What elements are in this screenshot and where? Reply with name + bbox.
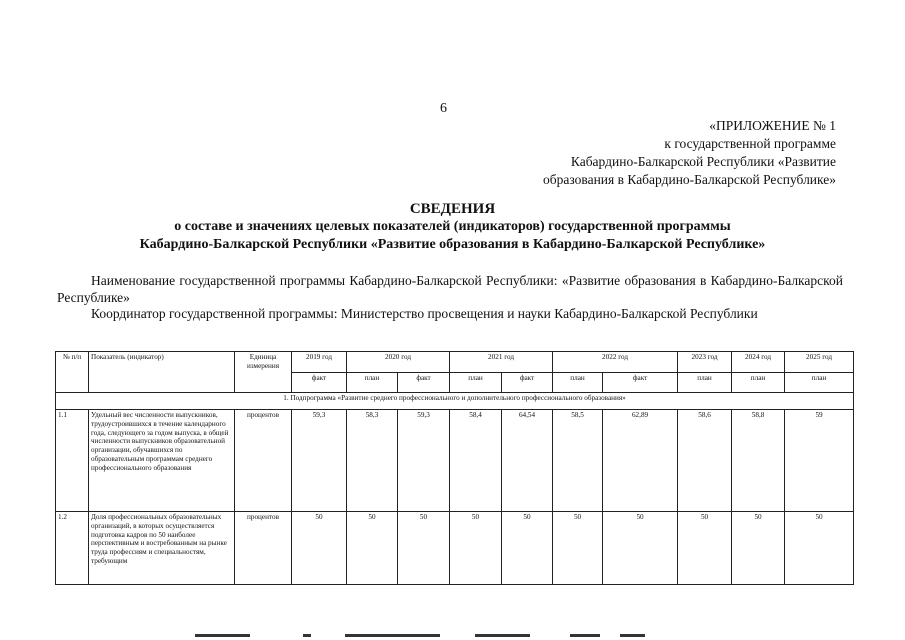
header-2023: 2023 год: [678, 352, 732, 373]
subheader-cell: план: [450, 373, 502, 393]
row-value: 58,8: [732, 410, 785, 512]
table-header-row: [56, 352, 854, 373]
row-value: 58,4: [450, 410, 502, 512]
row-indicator: Удельный вес численности выпускников, трудоустроившихся в течение календарного года, следующего за годом выпуска, в общей численности выпускников образовательной организации, обучавшихся по образовательным программам среднего профессионального образования: [89, 410, 235, 512]
header-num: № п/п: [56, 352, 89, 393]
header-unit: Единица измерения: [235, 352, 292, 393]
row-value: 50: [678, 512, 732, 585]
document-title: СВЕДЕНИЯ: [409, 201, 496, 217]
subheader-cell: факт: [292, 373, 347, 393]
header-2025: 2025 год: [785, 352, 854, 373]
row-value: 62,89: [603, 410, 678, 512]
row-value: 50: [553, 512, 603, 585]
table-row: [56, 410, 854, 512]
row-value: 59,3: [292, 410, 347, 512]
row-num: 1.1: [56, 410, 89, 512]
row-value: 50: [732, 512, 785, 585]
appendix-line: «ПРИЛОЖЕНИЕ № 1: [709, 118, 836, 133]
page-edge-marks: [195, 632, 645, 640]
row-value: 50: [450, 512, 502, 585]
section-row: [56, 393, 854, 410]
row-value: 50: [292, 512, 347, 585]
row-value: 58,6: [678, 410, 732, 512]
row-value: 50: [502, 512, 553, 585]
row-value: 58,3: [347, 410, 398, 512]
subheader-cell: план: [785, 373, 854, 393]
row-value: 64,54: [502, 410, 553, 512]
subheader-cell: факт: [603, 373, 678, 393]
section-title: 1. Подпрограмма «Развитие среднего профессионального и дополнительного профессионального образования»: [56, 393, 854, 410]
row-unit: процентов: [235, 512, 292, 585]
appendix-line: образования в Кабардино-Балкарской Республике»: [543, 172, 836, 187]
subheader-cell: план: [732, 373, 785, 393]
header-2022: 2022 год: [553, 352, 678, 373]
indicators-table: [55, 351, 854, 585]
subheader-cell: план: [347, 373, 398, 393]
row-value: 50: [785, 512, 854, 585]
row-unit: процентов: [235, 410, 292, 512]
subheader-cell: факт: [398, 373, 450, 393]
row-num: 1.2: [56, 512, 89, 585]
appendix-line: к государственной программе: [664, 136, 836, 151]
program-name-paragraph: Наименование государственной программы Кабардино-Балкарской Республики: «Развитие образования в Кабардино-Балкарской Республике»: [57, 273, 843, 305]
document-heading: [40, 200, 865, 254]
appendix-line: Кабардино-Балкарской Республики «Развитие: [570, 154, 836, 169]
header-indicator: Показатель (индикатор): [89, 352, 235, 393]
coordinator-paragraph: Координатор государственной программы: Министерство просвещения и науки Кабардино-Балкарской Республики: [91, 306, 758, 321]
subheader-cell: план: [553, 373, 603, 393]
row-indicator: Доля профессиональных образовательных организаций, в которых осуществляется подготовка кадров по 50 наиболее перспективным и востребованным на рынке труда профессиям и специальностям, требующим: [89, 512, 235, 585]
row-value: 58,5: [553, 410, 603, 512]
table-row: [56, 512, 854, 585]
appendix-block: [470, 117, 836, 189]
header-2021: 2021 год: [450, 352, 553, 373]
row-value: 50: [347, 512, 398, 585]
header-2020: 2020 год: [347, 352, 450, 373]
row-value: 50: [398, 512, 450, 585]
subheader-cell: план: [678, 373, 732, 393]
heading-line-2: Кабардино-Балкарской Республики «Развитие образования в Кабардино-Балкарской Республике»: [139, 237, 766, 252]
subheader-cell: факт: [502, 373, 553, 393]
row-value: 59,3: [398, 410, 450, 512]
page-number: 6: [440, 101, 447, 116]
row-value: 59: [785, 410, 854, 512]
header-2024: 2024 год: [732, 352, 785, 373]
row-value: 50: [603, 512, 678, 585]
heading-line-1: о составе и значениях целевых показателей (индикаторов) государственной программы: [174, 219, 731, 234]
header-2019: 2019 год: [292, 352, 347, 373]
